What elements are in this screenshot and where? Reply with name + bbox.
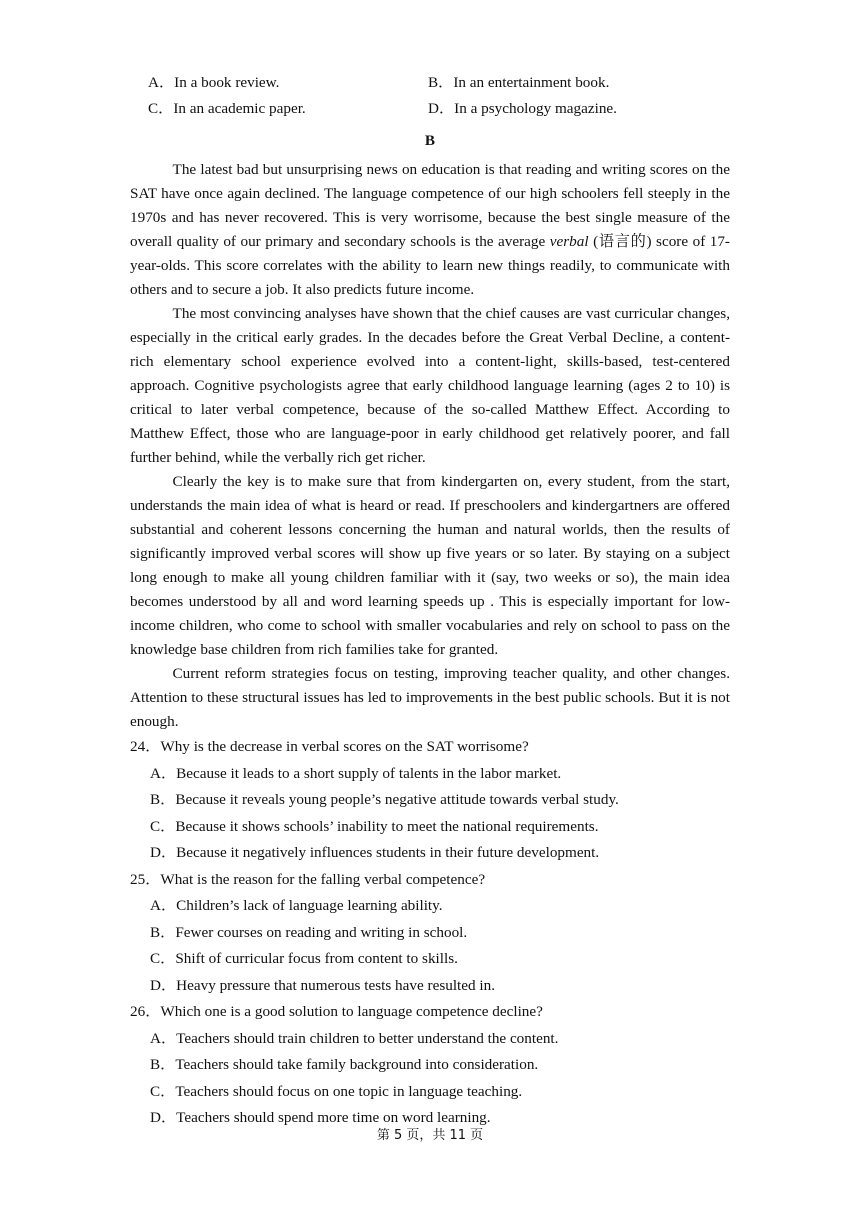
section-title: B — [424, 132, 436, 149]
choice-d[interactable]: D．Teachers should spend more time on word learning. — [150, 1109, 491, 1126]
option-row — [130, 96, 730, 122]
question-24 — [130, 734, 730, 867]
question-26 — [130, 999, 730, 1132]
previous-question-options — [130, 70, 730, 122]
choice-a[interactable]: A．Teachers should train children to better understand the content. — [150, 1029, 559, 1047]
exam-page — [130, 70, 730, 1132]
page-number: 第 5 页，共 11 页 — [376, 1128, 484, 1143]
option-d[interactable]: D．In a psychology magazine. — [428, 100, 617, 117]
choice-c[interactable]: C．Teachers should focus on one topic in language teaching. — [150, 1082, 523, 1100]
passage-paragraph-3: Clearly the key is to make sure that from kindergarten on, every student, from the start, understands the main idea of what is heard or read. If preschoolers and kindergartners are offered substantial and coherent lessons concerning the human and natural worlds, then the results of significantly improved verbal scores will show up five years or so later. By staying on a subject long enough to make all young children familiar with it (say, two weeks or so), the main idea becomes understood by all and word learning speeds up . This is especially important for low-income children, who come to school with smaller vocabularies and rely on school to pass on the knowledge base children from rich families take for granted. — [130, 473, 730, 658]
choice-d[interactable]: D．Because it negatively influences students in their future development. — [150, 844, 600, 861]
passage-paragraph-4: Current reform strategies focus on testing, improving teacher quality, and other changes. Attention to these structural issues has led to improvements in the best public schools. But it is not enough. — [130, 665, 730, 730]
choice-a[interactable]: A．Children’s lack of language learning ability. — [150, 897, 443, 914]
paragraph-text: The latest bad but unsurprising news on education is that reading and writing scores on the SAT have once again declined. The language competence of our high schoolers fell steeply in the 1970s and has never recovered. This is very worrisome, because the best single measure of the overall quality of our primary and secondary schools is the average — [130, 161, 730, 250]
paragraph-text: (语言的) score of 17-year-olds. This score correlates with the ability to learn new things readily, to communicate with others and to secure a job. It also predicts future income. — [130, 233, 730, 298]
question-list — [130, 734, 730, 1132]
option-b[interactable]: B．In an entertainment book. — [428, 74, 610, 91]
option-a[interactable]: A．In a book review. — [148, 74, 280, 91]
option-c[interactable]: C．In an academic paper. — [148, 100, 306, 117]
question-stem: 25．What is the reason for the falling verbal competence? — [130, 870, 486, 888]
option-row — [130, 70, 730, 96]
choice-c[interactable]: C．Shift of curricular focus from content to skills. — [150, 950, 458, 967]
choice-c[interactable]: C．Because it shows schools’ inability to meet the national requirements. — [150, 817, 599, 835]
choice-b[interactable]: B．Fewer courses on reading and writing in school. — [150, 923, 468, 941]
choice-b[interactable]: B．Teachers should take family background into consideration. — [150, 1056, 539, 1073]
question-stem: 24．Why is the decrease in verbal scores on the SAT worrisome? — [130, 738, 529, 755]
choice-d[interactable]: D．Heavy pressure that numerous tests have resulted in. — [150, 976, 496, 994]
question-25 — [130, 867, 730, 1000]
page-footer — [0, 1124, 860, 1143]
question-stem: 26．Which one is a good solution to language competence decline? — [130, 1003, 543, 1020]
passage-paragraph-1 — [130, 158, 730, 302]
choice-a[interactable]: A．Because it leads to a short supply of talents in the labor market. — [150, 764, 562, 782]
choice-b[interactable]: B．Because it reveals young people’s negative attitude towards verbal study. — [150, 791, 619, 808]
italic-term: verbal — [549, 233, 589, 250]
reading-passage — [130, 158, 730, 734]
passage-paragraph-2: The most convincing analyses have shown that the chief causes are vast curricular changes, especially in the critical early grades. In the decades before the Great Verbal Decline, a content-rich elementary school experience evolved into a content-light, skills-based, test-centered approach. Cognitive psychologists agree that early childhood language learning (ages 2 to 10) is critical to later verbal competence, because of the so-called Matthew Effect. According to Matthew Effect, those who are language-poor in early childhood get relatively poorer, and fall further behind, while the verbally rich get richer. — [130, 305, 730, 466]
